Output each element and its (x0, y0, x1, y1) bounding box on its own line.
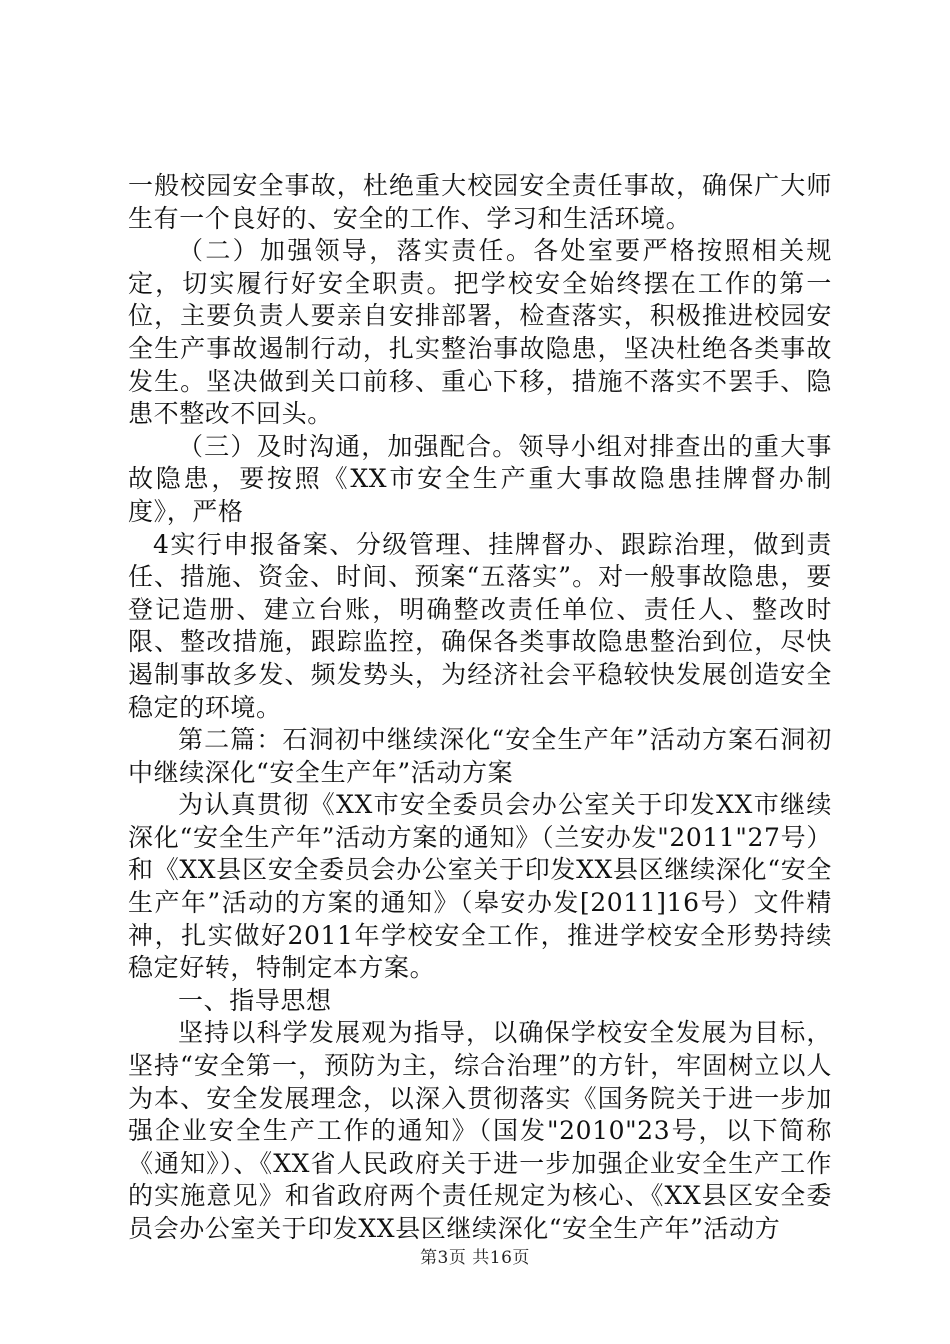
heading-guiding-ideology: 一、指导思想 (178, 985, 332, 1015)
paragraph-6: 坚持以科学发展观为指导，以确保学校安全发展为目标，坚持“安全第一，预防为主，综合治理”的方针，牢固树立以人为本、安全发展理念，以深入贯彻落实《国务院关于进一步加强企业安全生产工作的通知》（国发"2010"23号，以下简称《通知》）、《XX省人民政府关于进一步加强企业安全生产工作的实施意见》和省政府两个责任规定为核心、《XX县区安全委员会办公室关于印发XX县区继续深化“安全生产年”活动方 (128, 1018, 832, 1243)
paragraph-2: （二）加强领导，落实责任。各处室要严格按照相关规定，切实履行好安全职责。把学校安全始终摆在工作的第一位，主要负责人要亲自安排部署，检查落实，积极推进校园安全生产事故遏制行动，扎实整治事故隐患，坚决杜绝各类事故发生。坚决做到关口前移、重心下移，措施不落实不罢手、隐患不整改不回头。 (128, 236, 832, 429)
document-body (128, 170, 832, 1246)
paragraph-4: 4实行申报备案、分级管理、挂牌督办、跟踪治理，做到责任、措施、资金、时间、预案“五落实”。对一般事故隐患，要登记造册、建立台账，明确整改责任单位、责任人、整改时限、整改措施，跟踪监控，确保各类事故隐患整治到位，尽快遏制事故多发、频发势头，为经济社会平稳较快发展创造安全稳定的环境。 (128, 529, 832, 722)
paragraph-1: 一般校园安全事故，杜绝重大校园安全责任事故，确保广大师生有一个良好的、安全的工作、学习和生活环境。 (128, 171, 832, 233)
page-number-footer: 第3页 共16页 (420, 1248, 530, 1268)
paragraph-5: 为认真贯彻《XX市安全委员会办公室关于印发XX市继续深化“安全生产年”活动方案的通知》（兰安办发"2011"27号）和《XX县区安全委员会办公室关于印发XX县区继续深化“安全生产年”活动的方案的通知》（皋安办发[2011]16号）文件精神，扎实做好2011年学校安全工作，推进学校安全形势持续稳定好转，特制定本方案。 (128, 790, 832, 983)
section-heading-2: 第二篇：石洞初中继续深化“安全生产年”活动方案石洞初中继续深化“安全生产年”活动方案 (128, 725, 832, 787)
paragraph-3: （三）及时沟通，加强配合。领导小组对排查出的重大事故隐患，要按照《XX市安全生产重大事故隐患挂牌督办制度》，严格 (128, 431, 832, 526)
